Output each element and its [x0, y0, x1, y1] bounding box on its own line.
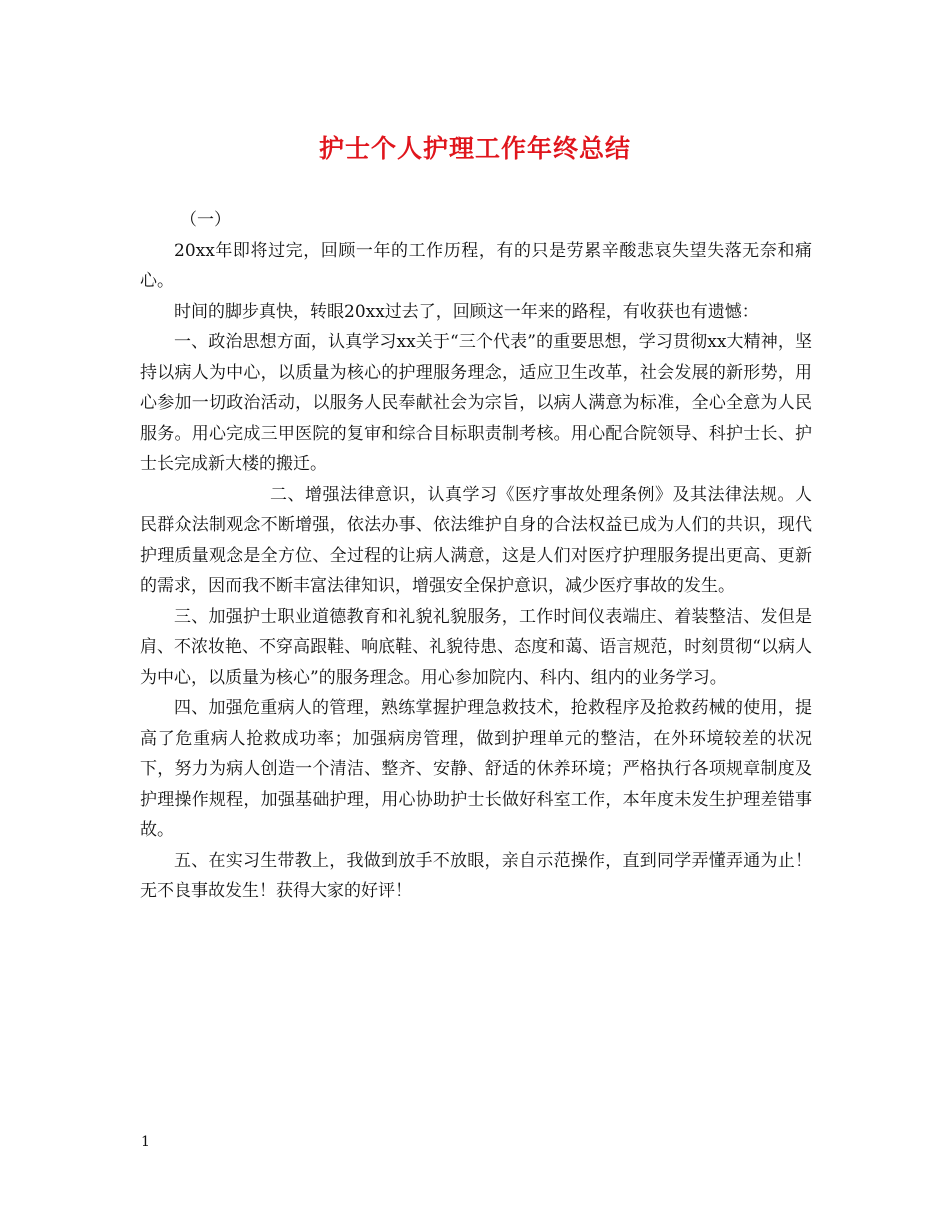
page-number: 1 [141, 1134, 150, 1150]
paragraph-critical-care: 四、加强危重病人的管理，熟练掌握护理急救技术，抢救程序及抢救药械的使用，提高了危重病人抢救成功率；加强病房管理，做到护理单元的整洁，在外环境较差的状况下，努力为病人创造一个清洁、整齐、安静、舒适的休养环境；严格执行各项规章制度及护理操作规程，加强基础护理，用心协助护士长做好科室工作，本年度未发生护理差错事故。 [140, 698, 812, 840]
paragraph-intro: 20xx年即将过完，回顾一年的工作历程，有的只是劳累辛酸悲哀失望失落无奈和痛心。 [140, 240, 812, 291]
document-body [140, 205, 812, 907]
paragraph-intern-teaching: 五、在实习生带教上，我做到放手不放眼，亲自示范操作，直到同学弄懂弄通为止！无不良事故发生！获得大家的好评！ [140, 850, 812, 901]
paragraph-politics: 一、政治思想方面，认真学习xx关于“三个代表”的重要思想，学习贯彻xx大精神，坚持以病人为中心，以质量为核心的护理服务理念，适应卫生改革，社会发展的新形势，用心参加一切政治活动，以服务人民奉献社会为宗旨，以病人满意为标准，全心全意为人民服务。用心完成三甲医院的复审和综合目标职责制考核。用心配合院领导、科护士长、护士长完成新大楼的搬迁。 [140, 332, 812, 474]
section-label: （一） [180, 210, 231, 230]
paragraph-review: 时间的脚步真快，转眼20xx过去了，回顾这一年来的路程，有收获也有遗憾： [174, 301, 759, 322]
paragraph-ethics: 三、加强护士职业道德教育和礼貌礼貌服务，工作时间仪表端庄、着装整洁、发但是肩、不浓妆艳、不穿高跟鞋、响底鞋、礼貌待患、态度和蔼、语言规范，时刻贯彻“以病人为中心，以质量为核心”的服务理念。用心参加院内、科内、组内的业务学习。 [140, 606, 812, 688]
paragraph-law: 二、增强法律意识，认真学习《医疗事故处理条例》及其法律法规。人民群众法制观念不断增强，依法办事、依法维护自身的合法权益已成为人们的共识，现代护理质量观念是全方位、全过程的让病人满意，这是人们对医疗护理服务提出更高、更新的需求，因而我不断丰富法律知识，增强安全保护意识，减少医疗事故的发生。 [140, 484, 812, 596]
document-title: 护士个人护理工作年终总结 [318, 134, 631, 163]
